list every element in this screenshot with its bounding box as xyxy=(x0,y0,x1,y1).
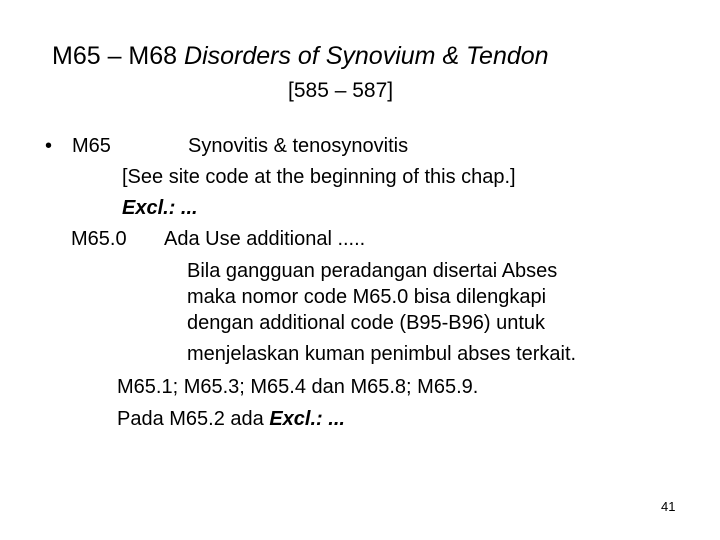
entry-code: M65 xyxy=(72,135,111,157)
description-line: dengan additional code (B95-B96) untuk xyxy=(187,312,546,334)
entry-label: Synovitis & tenosynovitis xyxy=(188,135,409,157)
title-name: Disorders of Synovium & Tendon xyxy=(184,42,549,70)
codes-line: M65.1; M65.3; M65.4 dan M65.8; M65.9. xyxy=(117,376,479,398)
bullet-marker: • xyxy=(45,135,53,157)
subentry-note: Ada Use additional ..... xyxy=(164,228,366,250)
pada-prefix: Pada M65.2 ada xyxy=(117,408,270,430)
subentry-code: M65.0 xyxy=(71,228,127,250)
description-line: Bila gangguan peradangan disertai Abses xyxy=(187,260,558,282)
description-line: maka nomor code M65.0 bisa dilengkapi xyxy=(187,286,547,308)
slide-title xyxy=(52,44,549,69)
description-line: menjelaskan kuman penimbul abses terkait. xyxy=(187,343,577,365)
page-range: [585 – 587] xyxy=(288,79,394,102)
title-code-range: M65 – M68 xyxy=(52,42,185,70)
page-number: 41 xyxy=(661,499,676,514)
see-note: [See site code at the beginning of this chap.] xyxy=(122,166,516,188)
pada-line xyxy=(117,409,345,429)
pada-excl: Excl.: ... xyxy=(269,408,345,430)
excl-note: Excl.: ... xyxy=(122,197,198,219)
